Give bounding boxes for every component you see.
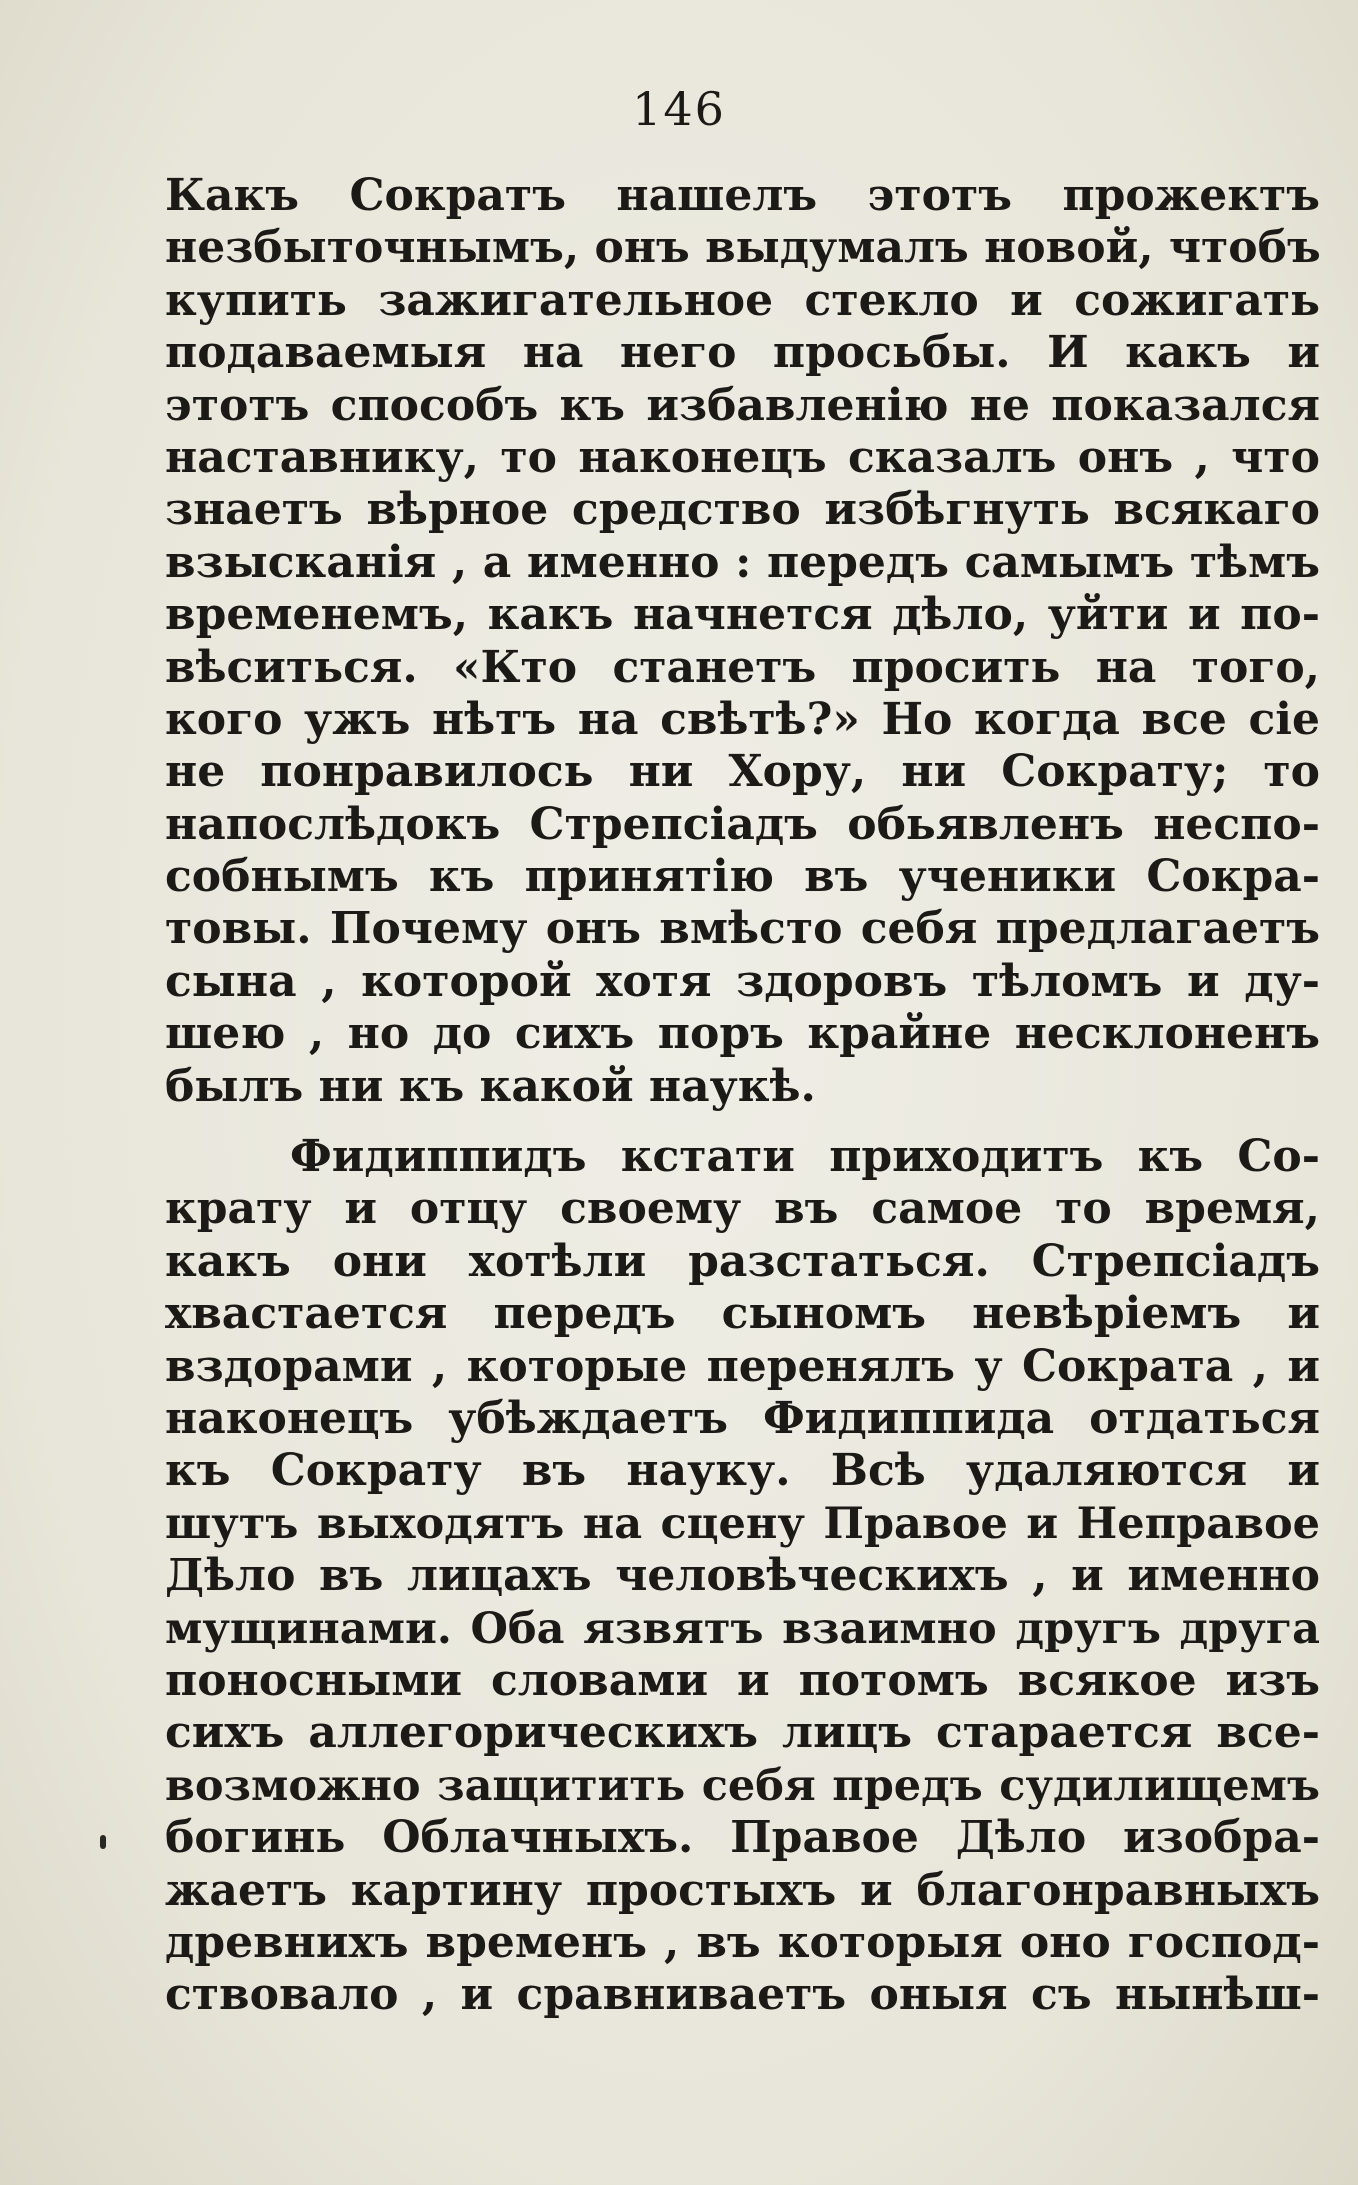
text-line: возможно защитить себя предъ судилищемъ (165, 1760, 1320, 1811)
text-line: хвастается передъ сыномъ невѣріемъ и (165, 1288, 1320, 1340)
text-line: поносными словами и потомъ всякое изъ (165, 1654, 1320, 1706)
text-line: взысканія , а именно : передъ самымъ тѣмъ (165, 536, 1320, 588)
text-line: знаетъ вѣрное средство избѣгнуть всякаго (165, 484, 1320, 536)
text-line: наконецъ убѣждаетъ Фидиппида отдаться (165, 1392, 1320, 1444)
text-line: крату и отцу своему въ самое то время, (165, 1183, 1320, 1235)
text-line: кого ужъ нѣтъ на свѣтѣ?» Но когда все сіе (165, 693, 1320, 745)
page-number: 146 (632, 82, 726, 136)
text-line: наставнику, то наконецъ сказалъ онъ , что (165, 431, 1320, 483)
text-line: вздорами , которые перенялъ у Сократа , и (165, 1340, 1320, 1392)
text-line: Дѣло въ лицахъ человѣческихъ , и именно (165, 1550, 1320, 1602)
text-line: подаваемыя на него просьбы. И какъ и (165, 327, 1320, 379)
text-line: незбыточнымъ, онъ выдумалъ новой, чтобъ (165, 222, 1321, 274)
text-line: богинь Облачныхъ. Правое Дѣло изобра- (165, 1812, 1320, 1864)
text-line: собнымъ къ принятію въ ученики Сокра- (165, 851, 1320, 903)
text-line: къ Сократу въ науку. Всѣ удаляются и (165, 1445, 1320, 1497)
paragraph-gap (165, 1113, 1320, 1131)
text-line: жаетъ картину простыхъ и благонравныхъ (165, 1864, 1320, 1916)
text-line: мущинами. Оба язвятъ взаимно другъ друга (165, 1603, 1320, 1654)
ink-speck (100, 1835, 106, 1849)
text-line: шею , но до сихъ поръ крайне несклоненъ (165, 1008, 1320, 1060)
text-line: этотъ способъ къ избавленію не показался (165, 379, 1320, 431)
text-line: какъ они хотѣли разстаться. Стрепсіадъ (165, 1235, 1320, 1287)
paragraph-1 (165, 170, 1320, 1113)
body-text (165, 170, 1320, 2022)
text-line: ствовало , и сравниваетъ оныя съ нынѣш- (165, 1969, 1320, 2021)
text-line: Фидиппидъ кстати приходитъ къ Со- (290, 1131, 1320, 1183)
text-line: купить зажигательное стекло и сожигать (165, 274, 1320, 326)
text-line: товы. Почему онъ вмѣсто себя предлагаетъ (165, 903, 1320, 955)
text-line: вѣситься. «Кто станетъ просить на того, (165, 641, 1320, 693)
text-line: былъ ни къ какой наукѣ. (165, 1060, 816, 1112)
text-line: сихъ аллегорическихъ лицъ старается все- (165, 1707, 1320, 1759)
text-line: не понравилось ни Хору, ни Сократу; то (165, 746, 1320, 798)
text-line: временемъ, какъ начнется дѣло, уйти и по- (165, 589, 1320, 641)
text-line: Какъ Сократъ нашелъ этотъ прожектъ (165, 170, 1320, 221)
text-line: напослѣдокъ Стрепсіадъ обьявленъ неспо- (165, 798, 1320, 850)
text-line: древнихъ временъ , въ которыя оно господ- (165, 1916, 1320, 1968)
text-line: шутъ выходятъ на сцену Правое и Неправое (165, 1498, 1320, 1549)
paragraph-2 (165, 1131, 1320, 2022)
text-line: сына , которой хотя здоровъ тѣломъ и ду- (165, 955, 1320, 1007)
